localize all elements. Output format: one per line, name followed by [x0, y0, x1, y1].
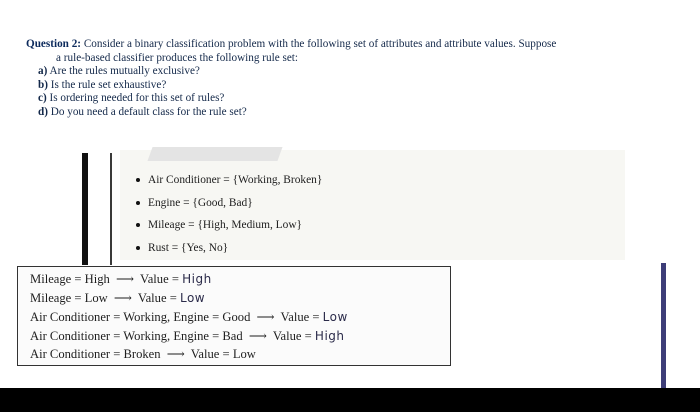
attribute-list	[136, 169, 322, 259]
question-part-b	[26, 79, 556, 93]
question-intro	[26, 38, 556, 52]
part-label: b)	[38, 78, 48, 91]
rule-row	[30, 290, 205, 306]
rule-condition: Mileage = High	[30, 272, 110, 286]
rule-row	[30, 328, 345, 344]
rule-condition: Air Conditioner = Broken	[30, 347, 161, 361]
question-part-c	[26, 92, 556, 106]
bottom-black-band	[0, 388, 700, 412]
part-label: c)	[38, 92, 47, 105]
arrow-icon: ⟶	[116, 272, 135, 286]
rule-value-label: Value =	[272, 329, 312, 343]
question-intro-line2: a rule-based classifier produces the following rule set:	[56, 51, 299, 64]
attribute-item: Rust = {Yes, No}	[136, 237, 322, 260]
arrow-icon: ⟶	[248, 329, 267, 343]
part-label: a)	[38, 65, 48, 78]
part-text: Do you need a default class for the rule set?	[50, 105, 247, 118]
arrow-icon: ⟶	[256, 310, 275, 324]
question-intro-line1: Consider a binary classification problem with the following set of attributes and attribute values. Suppose	[83, 38, 557, 50]
rule-value-handwritten: High	[314, 329, 345, 343]
attribute-item: Air Conditioner = {Working, Broken}	[136, 169, 322, 192]
question-part-d	[26, 106, 556, 120]
rule-set-box	[17, 266, 451, 366]
image-shadow	[147, 147, 282, 161]
part-text: Is the rule set exhaustive?	[50, 78, 167, 91]
rule-condition: Air Conditioner = Working, Engine = Bad	[30, 329, 243, 343]
rule-value-label: Value =	[190, 347, 230, 361]
rule-condition: Mileage = Low	[30, 291, 108, 305]
question-block	[26, 38, 556, 120]
part-label: d)	[38, 105, 48, 118]
rule-value-handwritten: Low	[322, 310, 348, 324]
arrow-icon: ⟶	[166, 347, 185, 361]
left-margin-bar	[82, 153, 88, 265]
rule-value-label: Value =	[280, 310, 320, 324]
attribute-item: Engine = {Good, Bad}	[136, 192, 322, 215]
right-margin-bar	[661, 263, 666, 388]
attribute-item: Mileage = {High, Medium, Low}	[136, 214, 322, 237]
part-text: Is ordering needed for this set of rules?	[49, 92, 225, 105]
part-text: Are the rules mutually exclusive?	[49, 65, 200, 78]
left-margin-line	[110, 153, 112, 265]
rule-row	[30, 271, 212, 287]
rule-value-label: Value =	[137, 291, 177, 305]
rule-value-handwritten: Low	[179, 291, 206, 305]
arrow-icon: ⟶	[113, 291, 132, 305]
rule-value: Low	[232, 347, 256, 361]
rule-value-handwritten: High	[182, 272, 212, 286]
rule-condition: Air Conditioner = Working, Engine = Good	[30, 310, 251, 324]
question-part-a	[26, 65, 556, 79]
question-title: Question 2:	[26, 38, 82, 50]
rule-row	[30, 309, 348, 325]
rule-value-label: Value =	[140, 272, 179, 286]
rule-row	[30, 346, 256, 362]
